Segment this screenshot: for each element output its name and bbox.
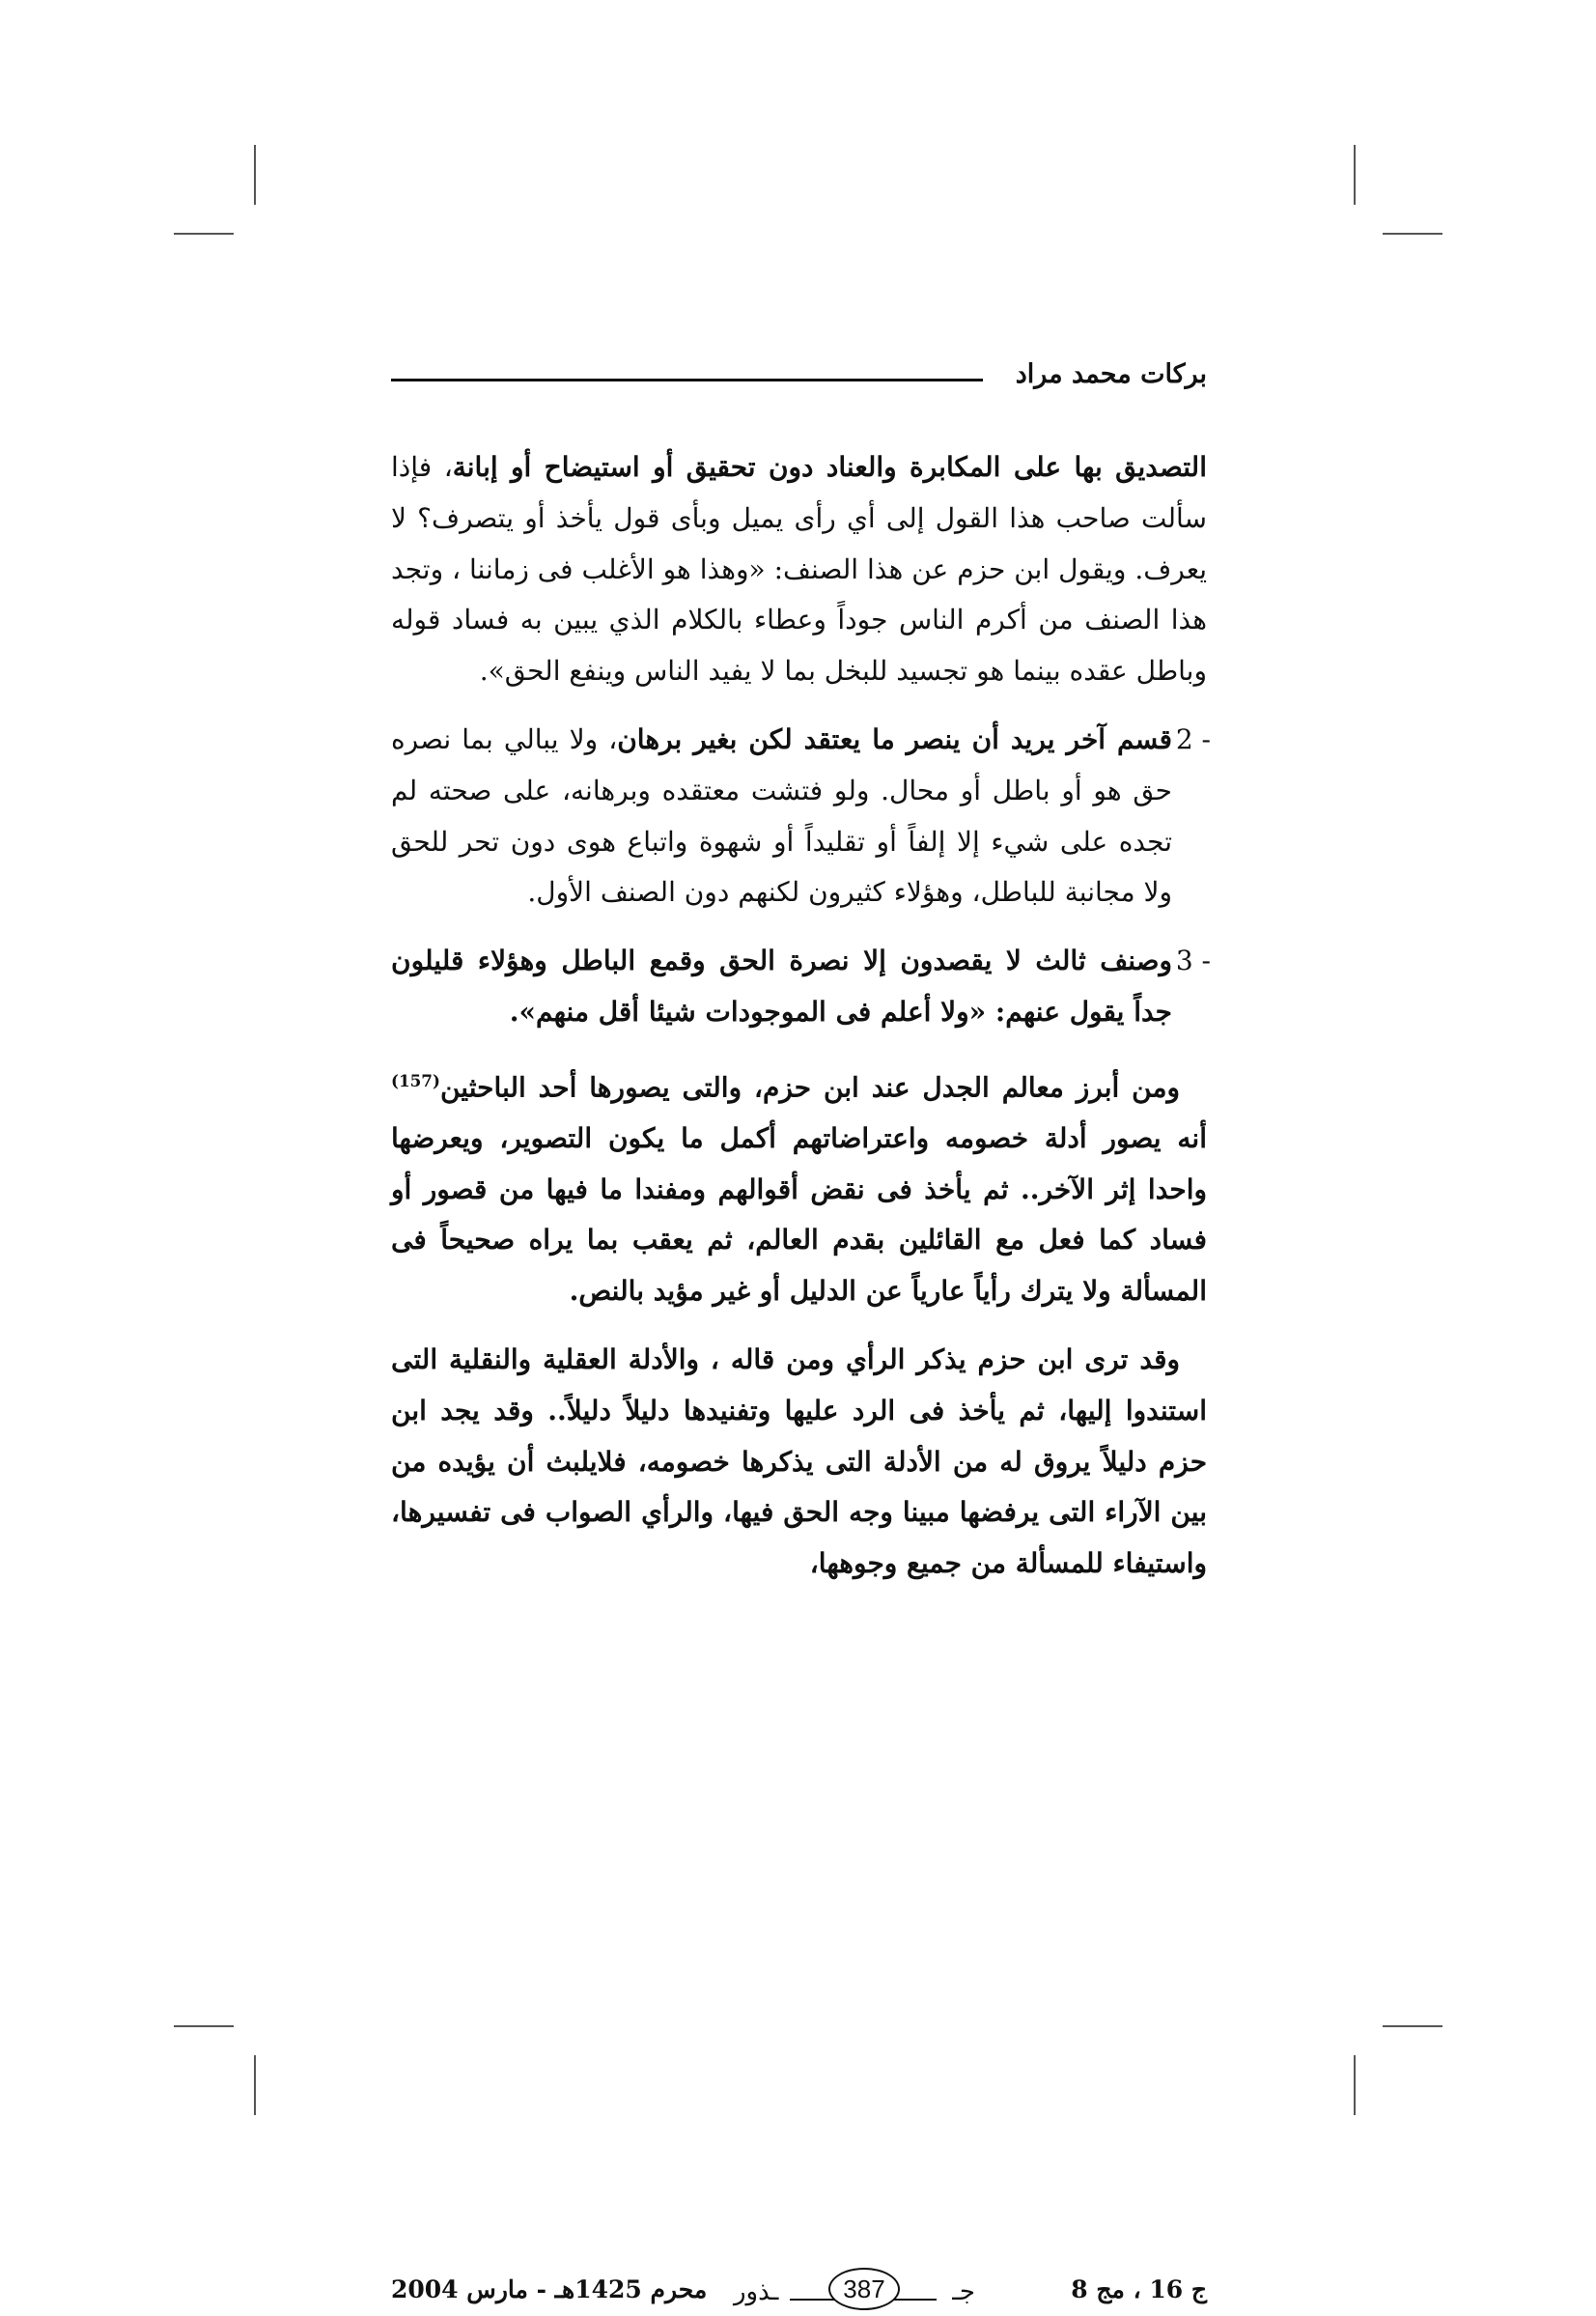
crop-mark-top-left-horizontal <box>174 233 234 235</box>
crop-mark-top-left-vertical <box>254 145 256 205</box>
crop-mark-bottom-right-vertical <box>1354 2055 1356 2115</box>
paragraph-5: وقد ترى ابن حزم يذكر الرأي ومن قاله ، والأدلة العقلية والنقلية التى استندوا إليها، ثم يأخذ فى الرد عليها وتفنيدها دليلاً دليلاً.. وقد يجد ابن حزم دليلاً يروق له من الأدلة التى يذكرها خصومه، فلايلبث أن يؤيده من بين الآراء التى يرفضها مبينا وجه الحق فيها، والرأي الصواب فى تفسيرها، واستيفاء للمسألة من جميع وجوهها، <box>391 1343 1207 1580</box>
page-body <box>391 442 1211 1607</box>
paragraph-4-text-b: أنه يصور أدلة خصومه واعتراضاتهم أكمل ما يكون التصوير، ويعرضها واحدا إثر الآخر.. ثم يأخذ فى نقض أقوالهم ومفندا ما فيها من قصور أو فساد كما فعل مع القائلين بقدم العالم، ثم يعقب بما يراه صحيحاً فى المسألة ولا يترك رأياً عارياً عن الدليل أو غير مؤيد بالنص. <box>391 1121 1207 1308</box>
crop-mark-top-right-horizontal <box>1383 233 1442 235</box>
footer-volume: ج 16 ، مج 8 <box>1071 2275 1207 2303</box>
list-item-2-text: ، ولا يبالي بما نصره حق هو أو باطل أو محال. ولو فتشت معتقده وبرهانه، على صحته لم تجده على شيء إلا إلفاً أو تقليداً أو شهوة واتباع هوى دون تحر للحق ولا مجانبة للباطل، وهؤلاء كثيرون لكنهم دون الصنف الأول. <box>391 722 1172 909</box>
list-item-3 <box>391 936 1211 1038</box>
list-item-2-number: 2 - <box>1175 722 1211 755</box>
paragraph-4 <box>391 1056 1207 1317</box>
header-author: بركات محمد مراد <box>1015 359 1207 389</box>
crop-mark-top-right-vertical <box>1354 145 1356 205</box>
crop-mark-bottom-left-vertical <box>254 2055 256 2115</box>
crop-mark-bottom-right-horizontal <box>1383 2025 1442 2027</box>
paragraph-1-bold: التصديق بها على المكابرة والعناد دون تحقيق أو استيضاح أو إبانة <box>452 451 1207 483</box>
running-header <box>391 357 1207 406</box>
footnote-reference: (157) <box>391 1070 440 1090</box>
page-footer <box>391 2268 1207 2316</box>
paragraph-4-text-a: ومن أبرز معالم الجدل عند ابن حزم، والتى يصورها أحد الباحثين <box>439 1071 1180 1104</box>
list-item-3-text: وصنف ثالث لا يقصدون إلا نصرة الحق وقمع الباطل وهؤلاء قليلون جداً يقول عنهم: «ولا أعلم فى الموجودات شيئا أقل منهم». <box>391 945 1172 1028</box>
journal-name-left: ـذور <box>734 2277 779 2306</box>
page-number: 387 <box>828 2268 900 2310</box>
journal-logo <box>734 2268 975 2316</box>
crop-mark-bottom-left-horizontal <box>174 2025 234 2027</box>
list-item-2-bold: قسم آخر يريد أن ينصر ما يعتقد لكن بغير برهان <box>617 722 1172 755</box>
list-item-3-number: 3 - <box>1175 945 1211 977</box>
footer-date: محرم 1425هـ - مارس 2004 <box>391 2275 708 2303</box>
paragraph-1-text: ، فإذا سألت صاحب هذا القول إلى أي رأى يميل وبأى قول يأخذ أو يتصرف؟ لا يعرف. ويقول ابن حزم عن هذا الصنف: «وهذا هو الأغلب فى زماننا ، وتجد هذا الصنف من أكرم الناس جوداً وعطاء بالكلام الذي يبين به فساد قوله وباطل عقده بينما هو تجسيد للبخل بما لا يفيد الناس وينفع الحق». <box>391 451 1207 688</box>
journal-name-right: جـ <box>952 2277 975 2306</box>
header-rule <box>391 379 983 381</box>
list-item-2 <box>391 715 1211 918</box>
paragraph-1 <box>391 442 1207 697</box>
